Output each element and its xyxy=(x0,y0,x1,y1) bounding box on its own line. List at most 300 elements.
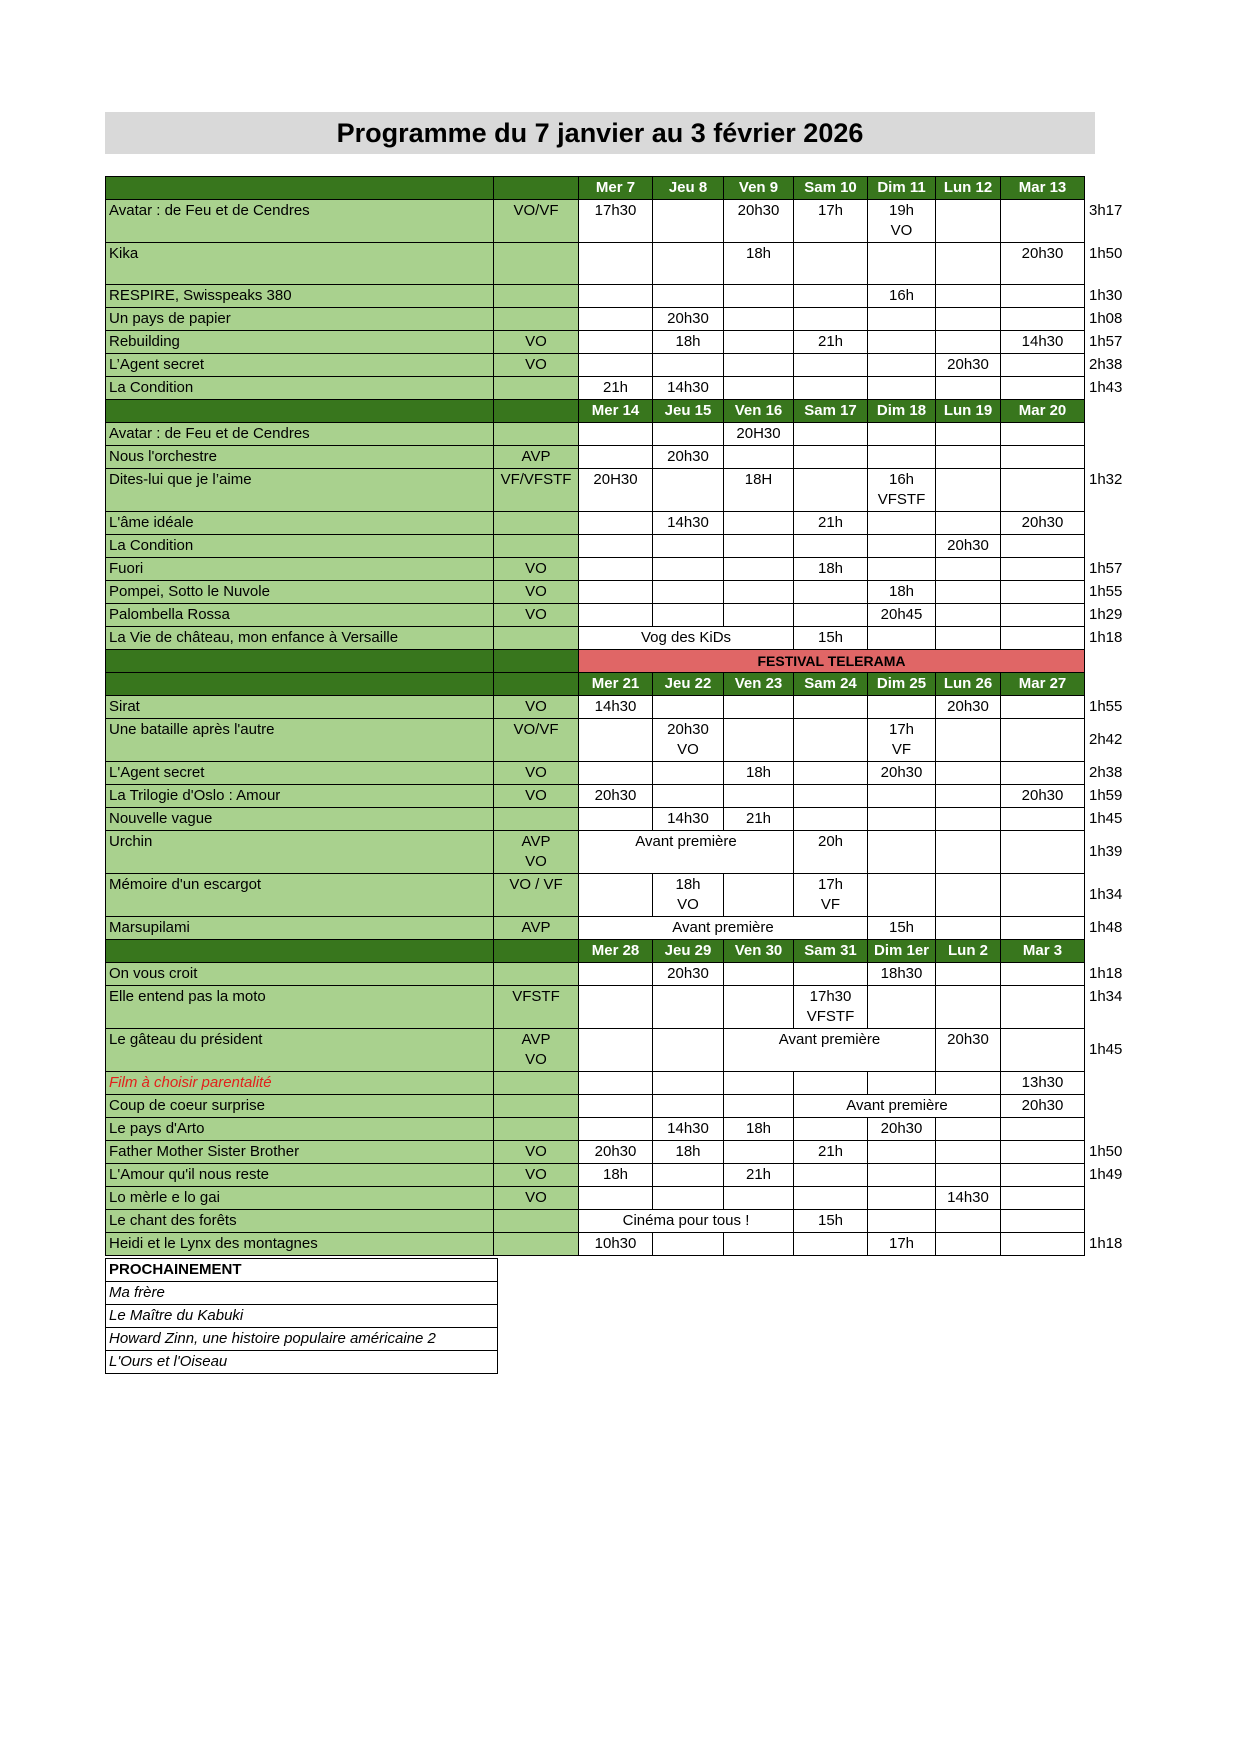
film-row xyxy=(106,469,1136,512)
showtime: 14h30 xyxy=(936,1187,1001,1210)
film-duration: 1h57 xyxy=(1089,559,1123,577)
showtime xyxy=(653,558,724,581)
film-title: Marsupilami xyxy=(106,917,494,940)
showtime xyxy=(794,1187,868,1210)
showtime xyxy=(579,285,653,308)
showtime xyxy=(794,604,868,627)
showtime xyxy=(936,1141,1001,1164)
film-title: Nous l'orchestre xyxy=(106,446,494,469)
showtime xyxy=(653,785,724,808)
film-version: VO xyxy=(494,696,579,719)
showtime: 21h xyxy=(794,331,868,354)
showtime xyxy=(868,446,936,469)
special-event: Cinéma pour tous ! xyxy=(579,1210,794,1233)
day-header: Jeu 15 xyxy=(653,400,724,423)
showtime: 20h30 xyxy=(936,1029,1001,1072)
showtime xyxy=(1001,1210,1085,1233)
showtime: 16h VFSTF xyxy=(868,469,936,512)
showtime: 18h xyxy=(724,762,794,785)
film-duration: 1h39 xyxy=(1089,843,1123,860)
showtime xyxy=(936,785,1001,808)
showtime xyxy=(936,446,1001,469)
film-title: On vous croit xyxy=(106,963,494,986)
film-title: Le gâteau du président xyxy=(106,1029,494,1072)
upcoming-heading: PROCHAINEMENT xyxy=(106,1259,498,1282)
film-title: Le pays d'Arto xyxy=(106,1118,494,1141)
showtime xyxy=(794,963,868,986)
day-header: Dim 11 xyxy=(868,177,936,200)
day-header: Jeu 22 xyxy=(653,673,724,696)
showtime xyxy=(868,377,936,400)
showtime xyxy=(794,1118,868,1141)
showtime xyxy=(936,963,1001,986)
showtime: 20h45 xyxy=(868,604,936,627)
showtime xyxy=(724,1072,794,1095)
header-blank xyxy=(494,177,579,200)
duration-blank xyxy=(1085,400,1136,423)
film-version: VO/VF xyxy=(494,200,579,243)
showtime xyxy=(936,719,1001,762)
film-row xyxy=(106,1187,1136,1210)
film-title: Heidi et le Lynx des montagnes xyxy=(106,1233,494,1256)
showtime xyxy=(1001,831,1085,874)
showtime xyxy=(724,354,794,377)
showtime xyxy=(724,446,794,469)
film-version xyxy=(494,423,579,446)
showtime xyxy=(794,696,868,719)
showtime xyxy=(868,1210,936,1233)
showtime: 20H30 xyxy=(724,423,794,446)
showtime xyxy=(724,1233,794,1256)
showtime xyxy=(936,831,1001,874)
showtime xyxy=(936,200,1001,243)
showtime: 20H30 xyxy=(579,469,653,512)
showtime xyxy=(1001,308,1085,331)
film-version: VO xyxy=(494,785,579,808)
day-header: Mer 7 xyxy=(579,177,653,200)
day-header: Mer 28 xyxy=(579,940,653,963)
page-title: Programme du 7 janvier au 3 février 2026 xyxy=(105,112,1095,154)
showtime xyxy=(794,243,868,285)
film-row xyxy=(106,963,1136,986)
film-version: AVP VO xyxy=(494,1029,579,1072)
showtime xyxy=(868,354,936,377)
showtime xyxy=(936,558,1001,581)
film-duration xyxy=(1085,1210,1136,1233)
showtime xyxy=(794,469,868,512)
header-blank xyxy=(494,940,579,963)
showtime xyxy=(579,1029,653,1072)
film-version: AVP xyxy=(494,917,579,940)
film-duration: 1h18 xyxy=(1089,964,1123,982)
showtime xyxy=(794,308,868,331)
film-row xyxy=(106,285,1136,308)
showtime xyxy=(794,1164,868,1187)
showtime xyxy=(653,200,724,243)
header-blank xyxy=(106,177,494,200)
showtime xyxy=(1001,377,1085,400)
showtime xyxy=(579,354,653,377)
showtime xyxy=(936,423,1001,446)
film-title: Film à choisir parentalité xyxy=(106,1072,494,1095)
film-row xyxy=(106,785,1136,808)
showtime xyxy=(579,423,653,446)
film-version xyxy=(494,1233,579,1256)
showtime: 18h xyxy=(794,558,868,581)
showtime: 21h xyxy=(724,808,794,831)
showtime: 19h VO xyxy=(868,200,936,243)
film-version: VO xyxy=(494,354,579,377)
special-event: Avant première xyxy=(579,831,794,874)
showtime xyxy=(794,377,868,400)
day-header: Lun 12 xyxy=(936,177,1001,200)
showtime: 14h30 xyxy=(653,808,724,831)
showtime xyxy=(936,1233,1001,1256)
showtime xyxy=(724,1141,794,1164)
header-blank xyxy=(494,673,579,696)
showtime: 18h30 xyxy=(868,963,936,986)
showtime xyxy=(1001,986,1085,1029)
showtime xyxy=(868,986,936,1029)
showtime: 20h30 xyxy=(1001,1095,1085,1118)
showtime xyxy=(868,627,936,650)
showtime: 20h30 xyxy=(1001,785,1085,808)
day-header: Jeu 8 xyxy=(653,177,724,200)
showtime xyxy=(724,719,794,762)
showtime xyxy=(653,285,724,308)
showtime xyxy=(653,354,724,377)
showtime xyxy=(1001,808,1085,831)
film-duration xyxy=(1085,512,1136,535)
header-blank xyxy=(106,673,494,696)
showtime: 14h30 xyxy=(579,696,653,719)
showtime: 10h30 xyxy=(579,1233,653,1256)
showtime xyxy=(579,512,653,535)
showtime: 14h30 xyxy=(1001,331,1085,354)
day-header: Mar 13 xyxy=(1001,177,1085,200)
showtime: 20h30 xyxy=(724,200,794,243)
showtime xyxy=(653,1164,724,1187)
film-duration: 2h42 xyxy=(1089,731,1123,748)
showtime: 20h30 xyxy=(936,535,1001,558)
day-header: Dim 1er xyxy=(868,940,936,963)
showtime: 21h xyxy=(794,512,868,535)
showtime xyxy=(724,377,794,400)
showtime: 20h30 xyxy=(653,308,724,331)
showtime xyxy=(794,581,868,604)
film-duration: 1h08 xyxy=(1089,309,1123,327)
showtime: 15h xyxy=(794,627,868,650)
film-version: VO xyxy=(494,604,579,627)
showtime xyxy=(936,1164,1001,1187)
festival-banner: FESTIVAL TELERAMA xyxy=(579,650,1085,673)
showtime xyxy=(868,1187,936,1210)
film-version xyxy=(494,512,579,535)
film-row xyxy=(106,200,1136,243)
showtime: 20h30 xyxy=(936,696,1001,719)
showtime xyxy=(724,1187,794,1210)
showtime xyxy=(579,1118,653,1141)
showtime: 13h30 xyxy=(1001,1072,1085,1095)
showtime xyxy=(936,1072,1001,1095)
showtime xyxy=(653,986,724,1029)
film-row xyxy=(106,627,1136,650)
header-blank xyxy=(106,400,494,423)
film-title: Avatar : de Feu et de Cendres xyxy=(106,423,494,446)
film-title: L'Agent secret xyxy=(106,762,494,785)
showtime xyxy=(794,785,868,808)
schedule-table xyxy=(105,176,1136,1256)
showtime xyxy=(579,874,653,917)
film-duration xyxy=(1085,1187,1136,1210)
upcoming-item: Le Maître du Kabuki xyxy=(106,1305,498,1328)
film-duration: 1h45 xyxy=(1089,809,1123,827)
special-event: Avant première xyxy=(579,917,868,940)
showtime: 18h xyxy=(724,243,794,285)
film-version xyxy=(494,243,579,285)
film-row xyxy=(106,1141,1136,1164)
showtime xyxy=(794,535,868,558)
film-duration: 1h30 xyxy=(1089,286,1123,304)
day-header: Dim 25 xyxy=(868,673,936,696)
showtime xyxy=(653,1095,724,1118)
film-row xyxy=(106,308,1136,331)
film-row xyxy=(106,331,1136,354)
showtime xyxy=(868,308,936,331)
showtime xyxy=(724,285,794,308)
showtime xyxy=(724,581,794,604)
film-version: VO / VF xyxy=(494,874,579,917)
showtime xyxy=(868,1141,936,1164)
film-title: Avatar : de Feu et de Cendres xyxy=(106,200,494,243)
film-title: Rebuilding xyxy=(106,331,494,354)
film-title: La Trilogie d'Oslo : Amour xyxy=(106,785,494,808)
showtime xyxy=(936,1118,1001,1141)
film-duration: 1h49 xyxy=(1089,1165,1123,1183)
film-duration: 1h55 xyxy=(1089,697,1123,715)
showtime xyxy=(653,581,724,604)
showtime xyxy=(794,446,868,469)
showtime xyxy=(936,762,1001,785)
showtime xyxy=(653,1187,724,1210)
showtime xyxy=(724,986,794,1029)
film-duration: 1h34 xyxy=(1089,886,1123,903)
day-header: Jeu 29 xyxy=(653,940,724,963)
film-version: AVP xyxy=(494,446,579,469)
showtime: 16h xyxy=(868,285,936,308)
showtime xyxy=(936,917,1001,940)
upcoming-table xyxy=(105,1258,498,1374)
film-duration xyxy=(1085,423,1136,446)
showtime xyxy=(868,874,936,917)
showtime xyxy=(868,558,936,581)
showtime xyxy=(936,581,1001,604)
film-duration: 1h57 xyxy=(1089,332,1123,350)
showtime xyxy=(1001,423,1085,446)
film-title: Urchin xyxy=(106,831,494,874)
showtime xyxy=(724,963,794,986)
showtime xyxy=(868,808,936,831)
film-duration: 1h32 xyxy=(1089,470,1123,488)
showtime xyxy=(936,627,1001,650)
film-title: Fuori xyxy=(106,558,494,581)
film-duration xyxy=(1085,535,1136,558)
showtime xyxy=(724,512,794,535)
showtime xyxy=(794,762,868,785)
special-event: Avant première xyxy=(724,1029,936,1072)
film-title: L’Agent secret xyxy=(106,354,494,377)
showtime: 20h30 xyxy=(1001,512,1085,535)
festival-gap xyxy=(494,650,579,673)
film-version: AVP VO xyxy=(494,831,579,874)
film-row xyxy=(106,808,1136,831)
day-header: Lun 2 xyxy=(936,940,1001,963)
showtime: 20h30 xyxy=(868,1118,936,1141)
day-header: Ven 30 xyxy=(724,940,794,963)
film-version: VO xyxy=(494,1187,579,1210)
film-duration: 1h18 xyxy=(1089,628,1123,646)
showtime xyxy=(936,243,1001,285)
showtime xyxy=(724,696,794,719)
film-title: La Vie de château, mon enfance à Versaille xyxy=(106,627,494,650)
showtime xyxy=(936,469,1001,512)
duration-blank xyxy=(1085,177,1136,200)
showtime xyxy=(653,423,724,446)
film-version xyxy=(494,1118,579,1141)
film-duration: 1h43 xyxy=(1089,378,1123,396)
showtime xyxy=(579,331,653,354)
showtime xyxy=(1001,719,1085,762)
showtime xyxy=(936,512,1001,535)
film-row xyxy=(106,696,1136,719)
showtime xyxy=(1001,581,1085,604)
day-header: Mer 21 xyxy=(579,673,653,696)
showtime xyxy=(1001,874,1085,917)
film-title: Coup de coeur surprise xyxy=(106,1095,494,1118)
film-duration: 2h38 xyxy=(1089,355,1123,373)
film-duration xyxy=(1085,1118,1136,1141)
film-title: Une bataille après l'autre xyxy=(106,719,494,762)
showtime xyxy=(1001,446,1085,469)
showtime xyxy=(794,423,868,446)
film-version: VO xyxy=(494,581,579,604)
film-version: VO xyxy=(494,1164,579,1187)
day-header: Mar 20 xyxy=(1001,400,1085,423)
day-header: Ven 9 xyxy=(724,177,794,200)
film-title: Nouvelle vague xyxy=(106,808,494,831)
showtime xyxy=(868,243,936,285)
film-duration: 1h48 xyxy=(1089,918,1123,936)
film-duration: 1h50 xyxy=(1089,244,1123,262)
film-version: VO xyxy=(494,762,579,785)
film-duration: 1h29 xyxy=(1089,605,1123,623)
film-version: VO xyxy=(494,1141,579,1164)
upcoming-item: Ma frère xyxy=(106,1282,498,1305)
film-row xyxy=(106,874,1136,917)
showtime: 14h30 xyxy=(653,377,724,400)
film-version xyxy=(494,535,579,558)
showtime xyxy=(724,1095,794,1118)
film-version xyxy=(494,808,579,831)
film-title: Un pays de papier xyxy=(106,308,494,331)
day-header: Ven 23 xyxy=(724,673,794,696)
film-duration: 2h38 xyxy=(1089,763,1123,781)
film-row xyxy=(106,719,1136,762)
showtime xyxy=(868,512,936,535)
showtime xyxy=(1001,696,1085,719)
day-header: Sam 10 xyxy=(794,177,868,200)
showtime xyxy=(794,285,868,308)
showtime xyxy=(936,331,1001,354)
showtime xyxy=(868,785,936,808)
film-row xyxy=(106,1233,1136,1256)
film-title: Pompei, Sotto le Nuvole xyxy=(106,581,494,604)
showtime: 14h30 xyxy=(653,1118,724,1141)
day-header: Mer 14 xyxy=(579,400,653,423)
film-row xyxy=(106,377,1136,400)
showtime xyxy=(724,874,794,917)
showtime: 20h xyxy=(794,831,868,874)
film-title: L'Amour qu'il nous reste xyxy=(106,1164,494,1187)
film-duration: 1h55 xyxy=(1089,582,1123,600)
showtime xyxy=(724,785,794,808)
film-row xyxy=(106,986,1136,1029)
film-version: VFSTF xyxy=(494,986,579,1029)
showtime xyxy=(1001,469,1085,512)
showtime xyxy=(1001,1029,1085,1072)
film-duration xyxy=(1085,1072,1136,1095)
film-title: L'âme idéale xyxy=(106,512,494,535)
film-title: La Condition xyxy=(106,535,494,558)
day-header: Sam 31 xyxy=(794,940,868,963)
film-row xyxy=(106,558,1136,581)
showtime xyxy=(724,308,794,331)
film-row xyxy=(106,917,1136,940)
showtime xyxy=(579,243,653,285)
film-version xyxy=(494,1072,579,1095)
showtime: 17h xyxy=(794,200,868,243)
film-row xyxy=(106,512,1136,535)
film-row xyxy=(106,1072,1136,1095)
film-duration: 1h34 xyxy=(1089,987,1123,1005)
showtime: 18h xyxy=(579,1164,653,1187)
showtime xyxy=(794,1072,868,1095)
film-version xyxy=(494,1095,579,1118)
showtime xyxy=(653,1233,724,1256)
showtime xyxy=(653,604,724,627)
showtime xyxy=(724,331,794,354)
showtime xyxy=(868,696,936,719)
showtime xyxy=(653,243,724,285)
film-row xyxy=(106,581,1136,604)
showtime xyxy=(936,308,1001,331)
showtime xyxy=(1001,762,1085,785)
day-header: Mar 3 xyxy=(1001,940,1085,963)
showtime xyxy=(868,831,936,874)
showtime xyxy=(794,808,868,831)
film-version: VO xyxy=(494,331,579,354)
film-row xyxy=(106,831,1136,874)
film-row xyxy=(106,604,1136,627)
showtime xyxy=(1001,535,1085,558)
showtime xyxy=(936,874,1001,917)
showtime: 15h xyxy=(868,917,936,940)
showtime xyxy=(1001,1118,1085,1141)
film-title: Le chant des forêts xyxy=(106,1210,494,1233)
festival-gap xyxy=(106,650,494,673)
showtime xyxy=(1001,1187,1085,1210)
showtime xyxy=(579,581,653,604)
